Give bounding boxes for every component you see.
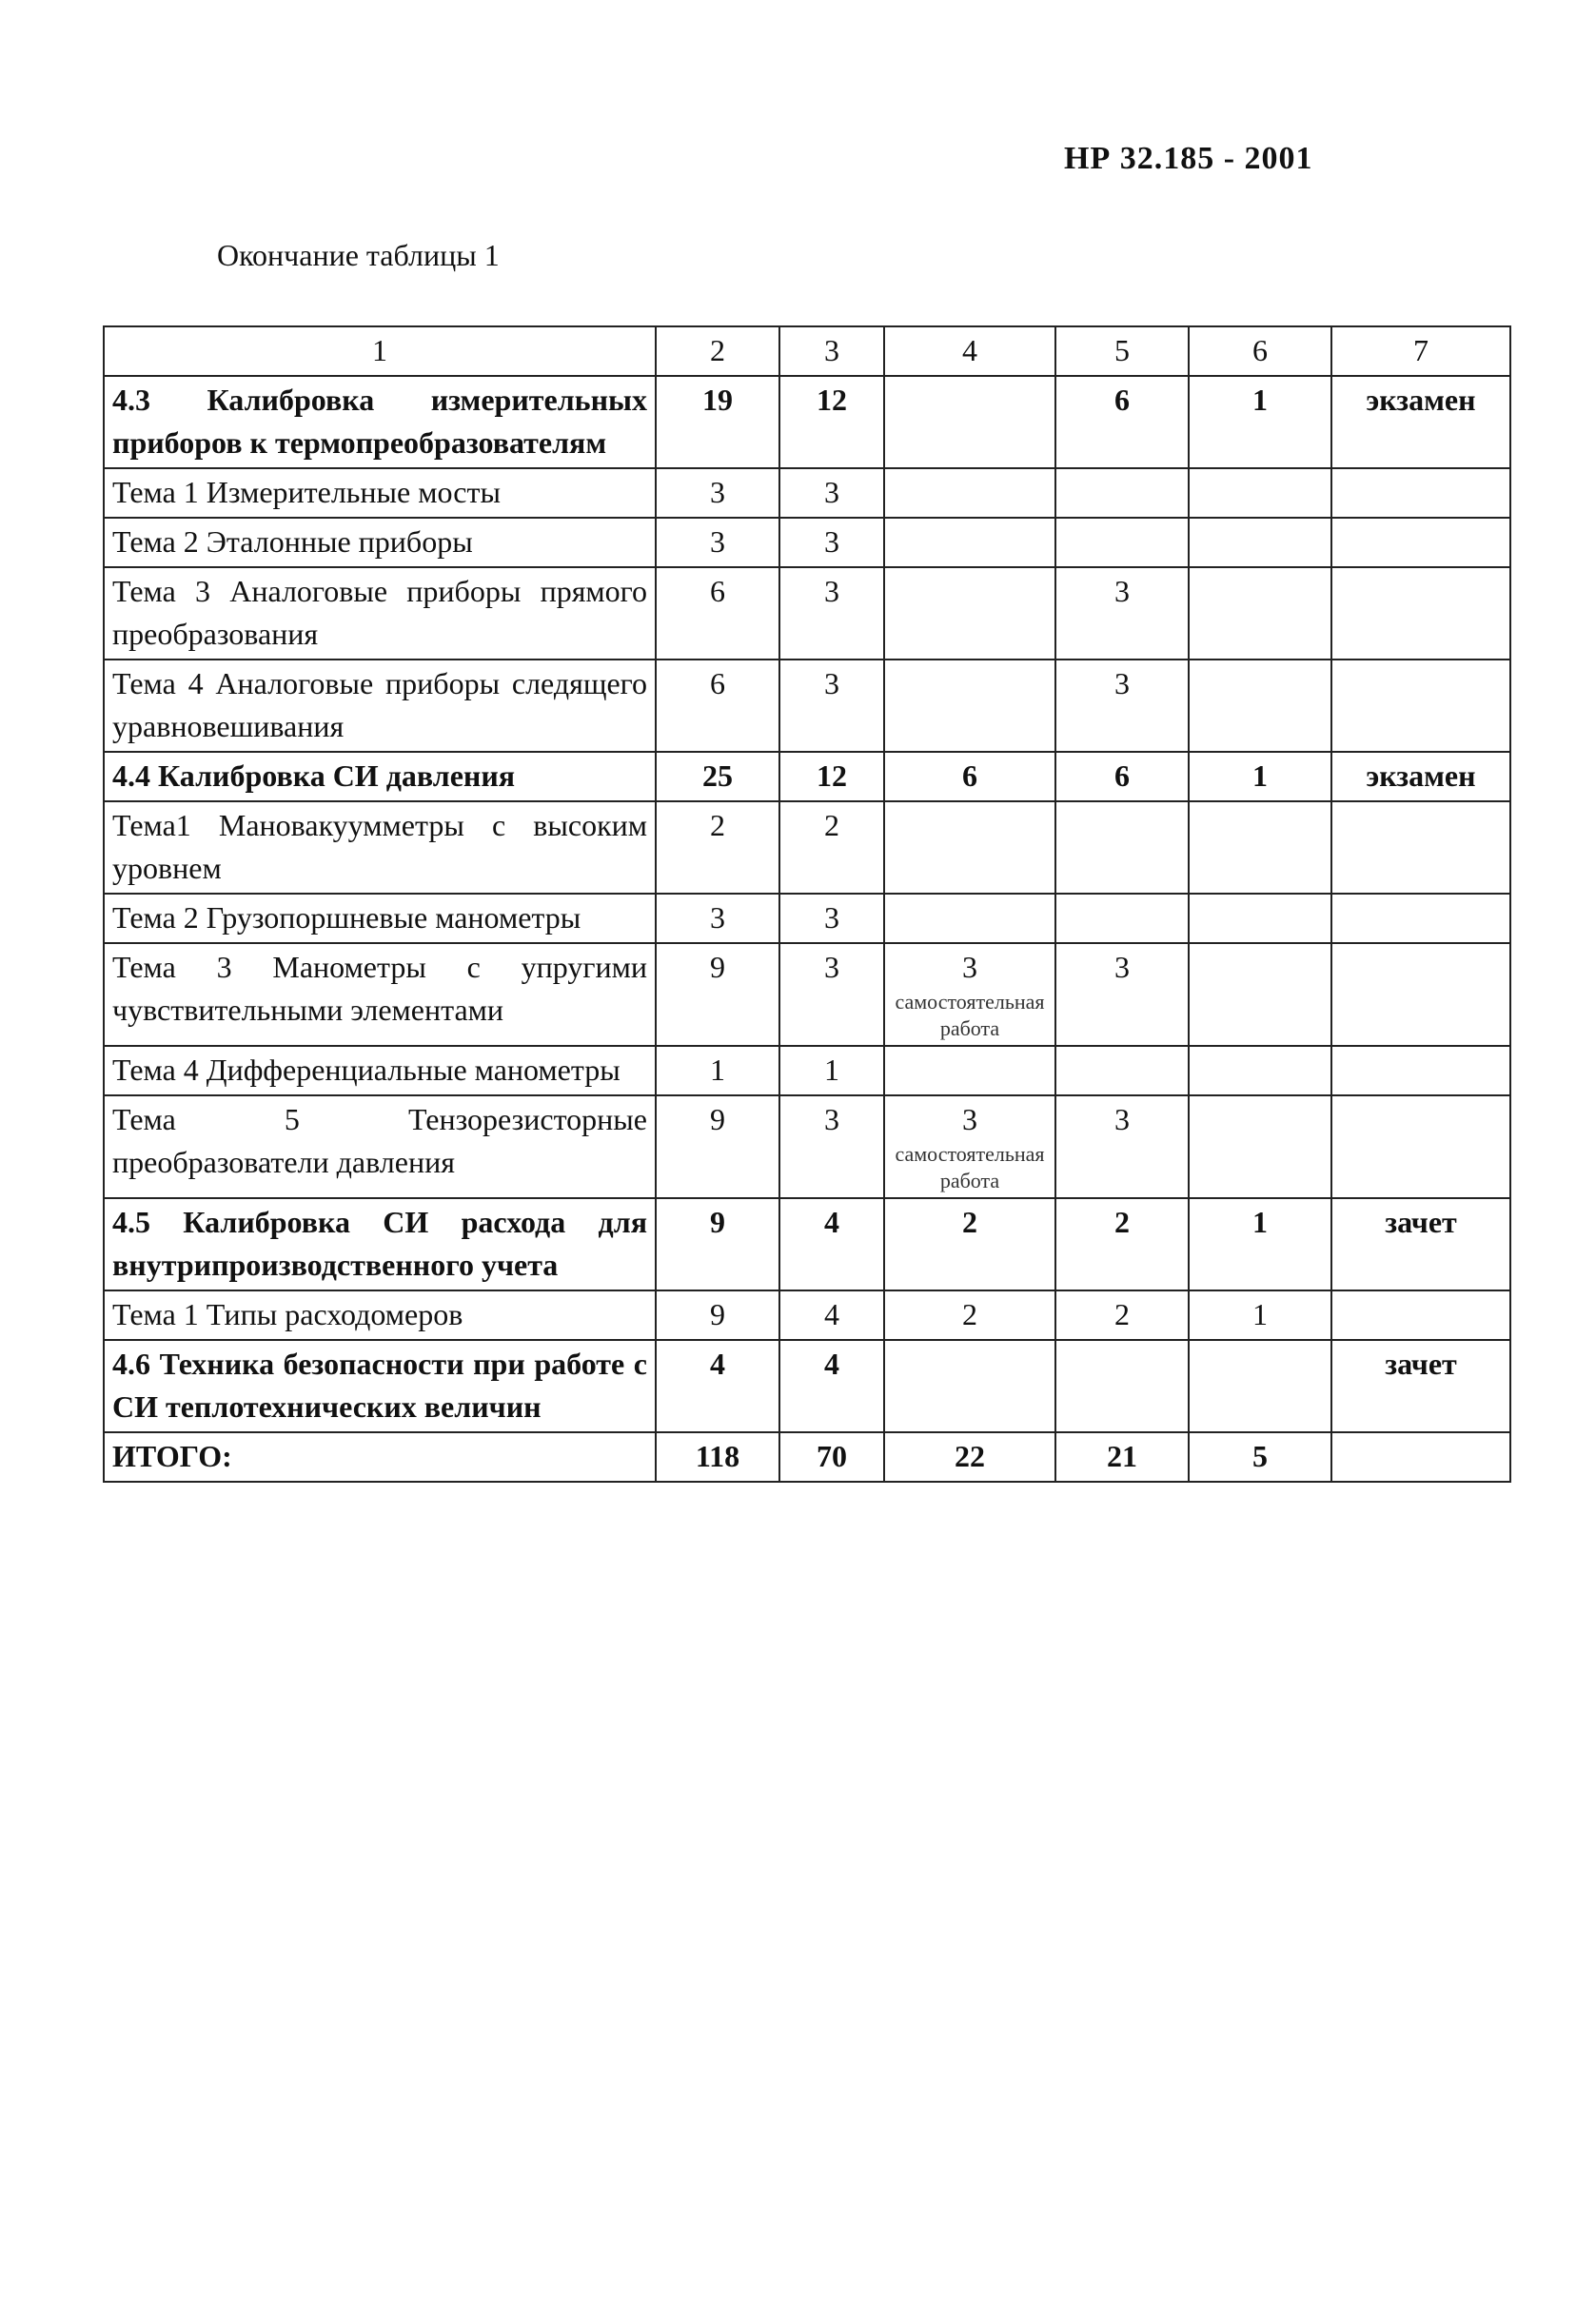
cell-c3: 3 [779, 894, 884, 943]
cell-c3: 3 [779, 468, 884, 518]
cell-c7 [1331, 1046, 1510, 1095]
cell-c3: 1 [779, 1046, 884, 1095]
cell-c3: 3 [779, 660, 884, 752]
cell-c6 [1189, 1046, 1331, 1095]
table-caption: Окончание таблицы 1 [217, 238, 500, 272]
cell-c3: 70 [779, 1432, 884, 1482]
cell-c7 [1331, 1290, 1510, 1340]
cell-c5: 2 [1055, 1198, 1189, 1290]
cell-note: самостоятельная работа [895, 1142, 1045, 1192]
cell-c4 [884, 801, 1055, 894]
cell-c2: 3 [656, 518, 779, 567]
row-title: 4.5 Калибровка СИ расхода для внутрипроизводственного учета [104, 1198, 656, 1290]
cell-c6: 1 [1189, 1198, 1331, 1290]
cell-c7 [1331, 894, 1510, 943]
cell-c5 [1055, 894, 1189, 943]
cell-c4: 2 [884, 1290, 1055, 1340]
cell-c5: 3 [1055, 660, 1189, 752]
cell-c5: 6 [1055, 752, 1189, 801]
cell-c5 [1055, 1046, 1189, 1095]
column-number-row [104, 326, 1510, 376]
cell-c3: 4 [779, 1340, 884, 1432]
cell-c6 [1189, 567, 1331, 660]
cell-c7: зачет [1331, 1198, 1510, 1290]
row-title: Тема1 Мановакуумметры с высоким уровнем [104, 801, 656, 894]
row-title: Тема 5 Тензорезисторные преобразователи давления [104, 1095, 656, 1198]
cell-c7: зачет [1331, 1340, 1510, 1432]
cell-c4 [884, 660, 1055, 752]
topic-row [104, 518, 1510, 567]
row-title: Тема 4 Аналоговые приборы следящего уравновешивания [104, 660, 656, 752]
cell-c6 [1189, 1340, 1331, 1432]
cell-c3: 12 [779, 376, 884, 468]
cell-c7 [1331, 1095, 1510, 1198]
cell-c3: 3 [779, 943, 884, 1046]
row-title: 4.3 Калибровка измерительных приборов к термопреобразователям [104, 376, 656, 468]
cell-c2: 2 [656, 801, 779, 894]
cell-c5: 3 [1055, 567, 1189, 660]
cell-c3: 3 [779, 1095, 884, 1198]
cell-c6 [1189, 518, 1331, 567]
row-title: Тема 3 Аналоговые приборы прямого преобразования [104, 567, 656, 660]
row-title: Тема 4 Дифференциальные манометры [104, 1046, 656, 1095]
cell-c2: 25 [656, 752, 779, 801]
row-title: 4.4 Калибровка СИ давления [104, 752, 656, 801]
cell-c2: 9 [656, 1095, 779, 1198]
topic-row [104, 1046, 1510, 1095]
row-title: Тема 3 Манометры с упругими чувствительными элементами [104, 943, 656, 1046]
cell-c5: 6 [1055, 376, 1189, 468]
cell-c4: 2 [884, 1198, 1055, 1290]
cell-c6: 1 [1189, 376, 1331, 468]
row-title: Тема 2 Эталонные приборы [104, 518, 656, 567]
cell-c7: экзамен [1331, 376, 1510, 468]
cell-c2: 6 [656, 567, 779, 660]
cell-c5: 3 [1055, 943, 1189, 1046]
row-title: ИТОГО: [104, 1432, 656, 1482]
row-title: Тема 2 Грузопоршневые манометры [104, 894, 656, 943]
cell-c2: 118 [656, 1432, 779, 1482]
topic-row [104, 468, 1510, 518]
cell-c5 [1055, 518, 1189, 567]
row-title: Тема 1 Измерительные мосты [104, 468, 656, 518]
cell-c6 [1189, 1095, 1331, 1198]
column-number: 4 [884, 326, 1055, 376]
cell-c5: 2 [1055, 1290, 1189, 1340]
row-title: 4.6 Техника безопасности при работе с СИ теплотехнических величин [104, 1340, 656, 1432]
column-number: 6 [1189, 326, 1331, 376]
cell-c2: 1 [656, 1046, 779, 1095]
cell-c6: 1 [1189, 1290, 1331, 1340]
section-row [104, 376, 1510, 468]
column-number: 1 [104, 326, 656, 376]
cell-c2: 19 [656, 376, 779, 468]
cell-c7: экзамен [1331, 752, 1510, 801]
cell-c2: 3 [656, 468, 779, 518]
cell-c6 [1189, 660, 1331, 752]
cell-c6: 1 [1189, 752, 1331, 801]
section-row [104, 1340, 1510, 1432]
column-number: 5 [1055, 326, 1189, 376]
cell-c4 [884, 943, 1055, 1046]
cell-c5 [1055, 468, 1189, 518]
cell-c7 [1331, 660, 1510, 752]
topic-row [104, 801, 1510, 894]
topic-row [104, 567, 1510, 660]
cell-c2: 4 [656, 1340, 779, 1432]
cell-value: 3 [962, 950, 977, 984]
total-row [104, 1432, 1510, 1482]
cell-c4: 6 [884, 752, 1055, 801]
column-number: 7 [1331, 326, 1510, 376]
cell-c7 [1331, 468, 1510, 518]
column-number: 3 [779, 326, 884, 376]
cell-c3: 3 [779, 567, 884, 660]
cell-c4: 22 [884, 1432, 1055, 1482]
cell-c4 [884, 1095, 1055, 1198]
study-plan-table [103, 325, 1511, 1483]
cell-c7 [1331, 1432, 1510, 1482]
cell-value: 3 [962, 1102, 977, 1136]
topic-row [104, 1290, 1510, 1340]
topic-row [104, 943, 1510, 1046]
section-row [104, 752, 1510, 801]
cell-c4 [884, 1340, 1055, 1432]
cell-c6 [1189, 943, 1331, 1046]
cell-c7 [1331, 518, 1510, 567]
cell-c4 [884, 1046, 1055, 1095]
document-code: НР 32.185 - 2001 [1064, 141, 1313, 176]
section-row [104, 1198, 1510, 1290]
cell-c3: 4 [779, 1290, 884, 1340]
cell-c7 [1331, 567, 1510, 660]
cell-c5: 3 [1055, 1095, 1189, 1198]
cell-c2: 6 [656, 660, 779, 752]
cell-c6 [1189, 801, 1331, 894]
cell-c3: 12 [779, 752, 884, 801]
cell-c3: 2 [779, 801, 884, 894]
cell-c5: 21 [1055, 1432, 1189, 1482]
row-title: Тема 1 Типы расходомеров [104, 1290, 656, 1340]
cell-c4 [884, 567, 1055, 660]
cell-c4 [884, 468, 1055, 518]
cell-c3: 4 [779, 1198, 884, 1290]
cell-c4 [884, 894, 1055, 943]
cell-c6 [1189, 468, 1331, 518]
cell-c2: 9 [656, 1198, 779, 1290]
cell-c2: 9 [656, 1290, 779, 1340]
cell-c3: 3 [779, 518, 884, 567]
topic-row [104, 894, 1510, 943]
cell-c4 [884, 518, 1055, 567]
column-number: 2 [656, 326, 779, 376]
cell-c4 [884, 376, 1055, 468]
cell-c5 [1055, 801, 1189, 894]
cell-c2: 9 [656, 943, 779, 1046]
cell-c6 [1189, 894, 1331, 943]
cell-c5 [1055, 1340, 1189, 1432]
cell-c6: 5 [1189, 1432, 1331, 1482]
cell-c7 [1331, 943, 1510, 1046]
cell-c2: 3 [656, 894, 779, 943]
cell-note: самостоятельная работа [895, 990, 1045, 1040]
cell-c7 [1331, 801, 1510, 894]
topic-row [104, 660, 1510, 752]
topic-row [104, 1095, 1510, 1198]
